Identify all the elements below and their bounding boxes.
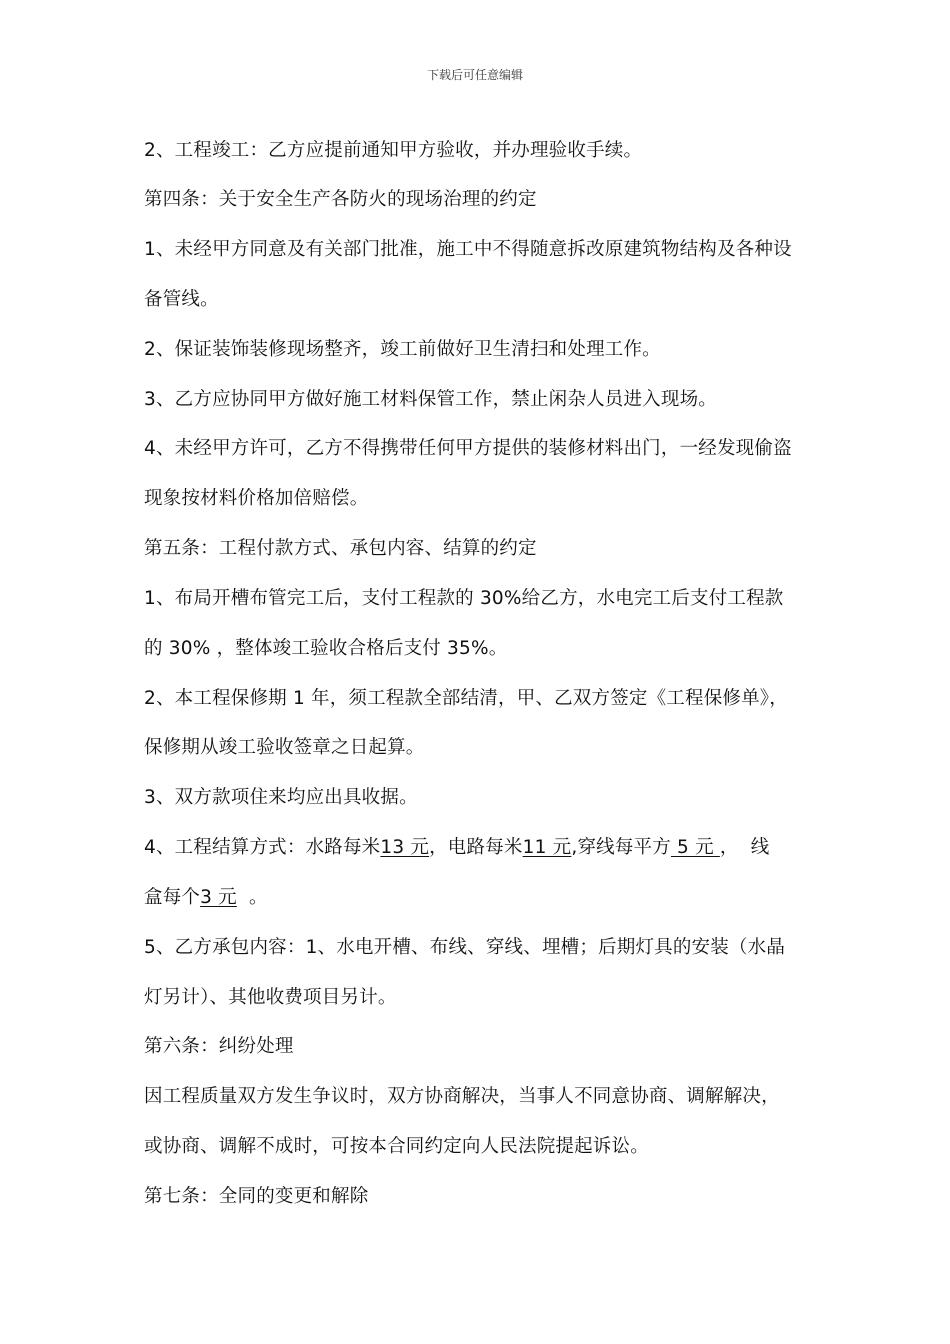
- page-header: 下载后可任意编辑: [426, 68, 523, 82]
- article-5-item-4: [144, 835, 824, 861]
- settlement-mid-1: ，电路每米: [429, 837, 523, 858]
- article-6-body-cont: 或协商、调解不成时，可按本合同约定向人民法院提起诉讼。: [144, 1136, 649, 1157]
- article-7-heading: 第七条：全同的变更和解除: [144, 1186, 369, 1207]
- article-4-item-4: 4、未经甲方许可，乙方不得携带任何甲方提供的装修材料出门，一经发现偷盗: [144, 438, 792, 459]
- settlement-mid-2: ,穿线每平方: [571, 837, 671, 858]
- article-5-item-2-cont: 保修期从竣工验收签章之日起算。: [144, 737, 425, 758]
- settlement-prefix: 4、工程结算方式：水路每米: [144, 837, 381, 858]
- article-6-body: 因工程质量双方发生争议时，双方协商解决，当事人不同意协商、调解解决，: [144, 1086, 780, 1107]
- article-5-item-4-cont: [144, 885, 824, 911]
- article-4-item-2: 2、保证装饰装修现场整齐，竣工前做好卫生清扫和处理工作。: [144, 339, 661, 360]
- box-price: 3 元: [200, 887, 237, 908]
- wire-price: 5 元: [670, 837, 720, 858]
- article-4-item-1: 1、未经甲方同意及有关部门批准，施工中不得随意拆改原建筑物结构及各种设: [144, 239, 792, 260]
- article-5-item-5: 5、乙方承包内容：1、水电开槽、布线、穿线、埋槽；后期灯具的安装（水晶: [144, 937, 786, 958]
- settlement-suffix: ， 线: [719, 837, 770, 858]
- electric-price: 11 元: [522, 837, 572, 858]
- article-5-item-1: 1、布局开槽布管完工后，支付工程款的 30%给乙方，水电完工后支付工程款: [144, 588, 784, 609]
- box-suffix: 。: [236, 887, 268, 908]
- box-prefix: 盒每个: [144, 887, 201, 908]
- article-4-item-4-cont: 现象按材料价格加倍赔偿。: [144, 488, 369, 509]
- article-5-item-3: 3、双方款项住来均应出具收据。: [144, 787, 418, 808]
- article-5-heading: 第五条：工程付款方式、承包内容、结算的约定: [144, 538, 537, 559]
- article-5-item-1-cont: 的 30% ，整体竣工验收合格后支付 35%。: [144, 638, 508, 659]
- water-price: 13 元: [380, 837, 430, 858]
- article-4-item-1-cont: 备管线。: [144, 289, 219, 310]
- article-4-heading: 第四条：关于安全生产各防火的现场治理的约定: [144, 189, 537, 210]
- article-5-item-2: 2、本工程保修期 1 年，须工程款全部结清，甲、乙双方签定《工程保修单》，: [144, 688, 788, 709]
- article-6-heading: 第六条：纠纷处理: [144, 1036, 294, 1057]
- clause-completion: 2、工程竣工：乙方应提前通知甲方验收，并办理验收手续。: [144, 140, 643, 161]
- article-5-item-5-cont: 灯另计）、其他收费项目另计。: [144, 987, 397, 1008]
- article-4-item-3: 3、乙方应协同甲方做好施工材料保管工作，禁止闲杂人员进入现场。: [144, 389, 717, 410]
